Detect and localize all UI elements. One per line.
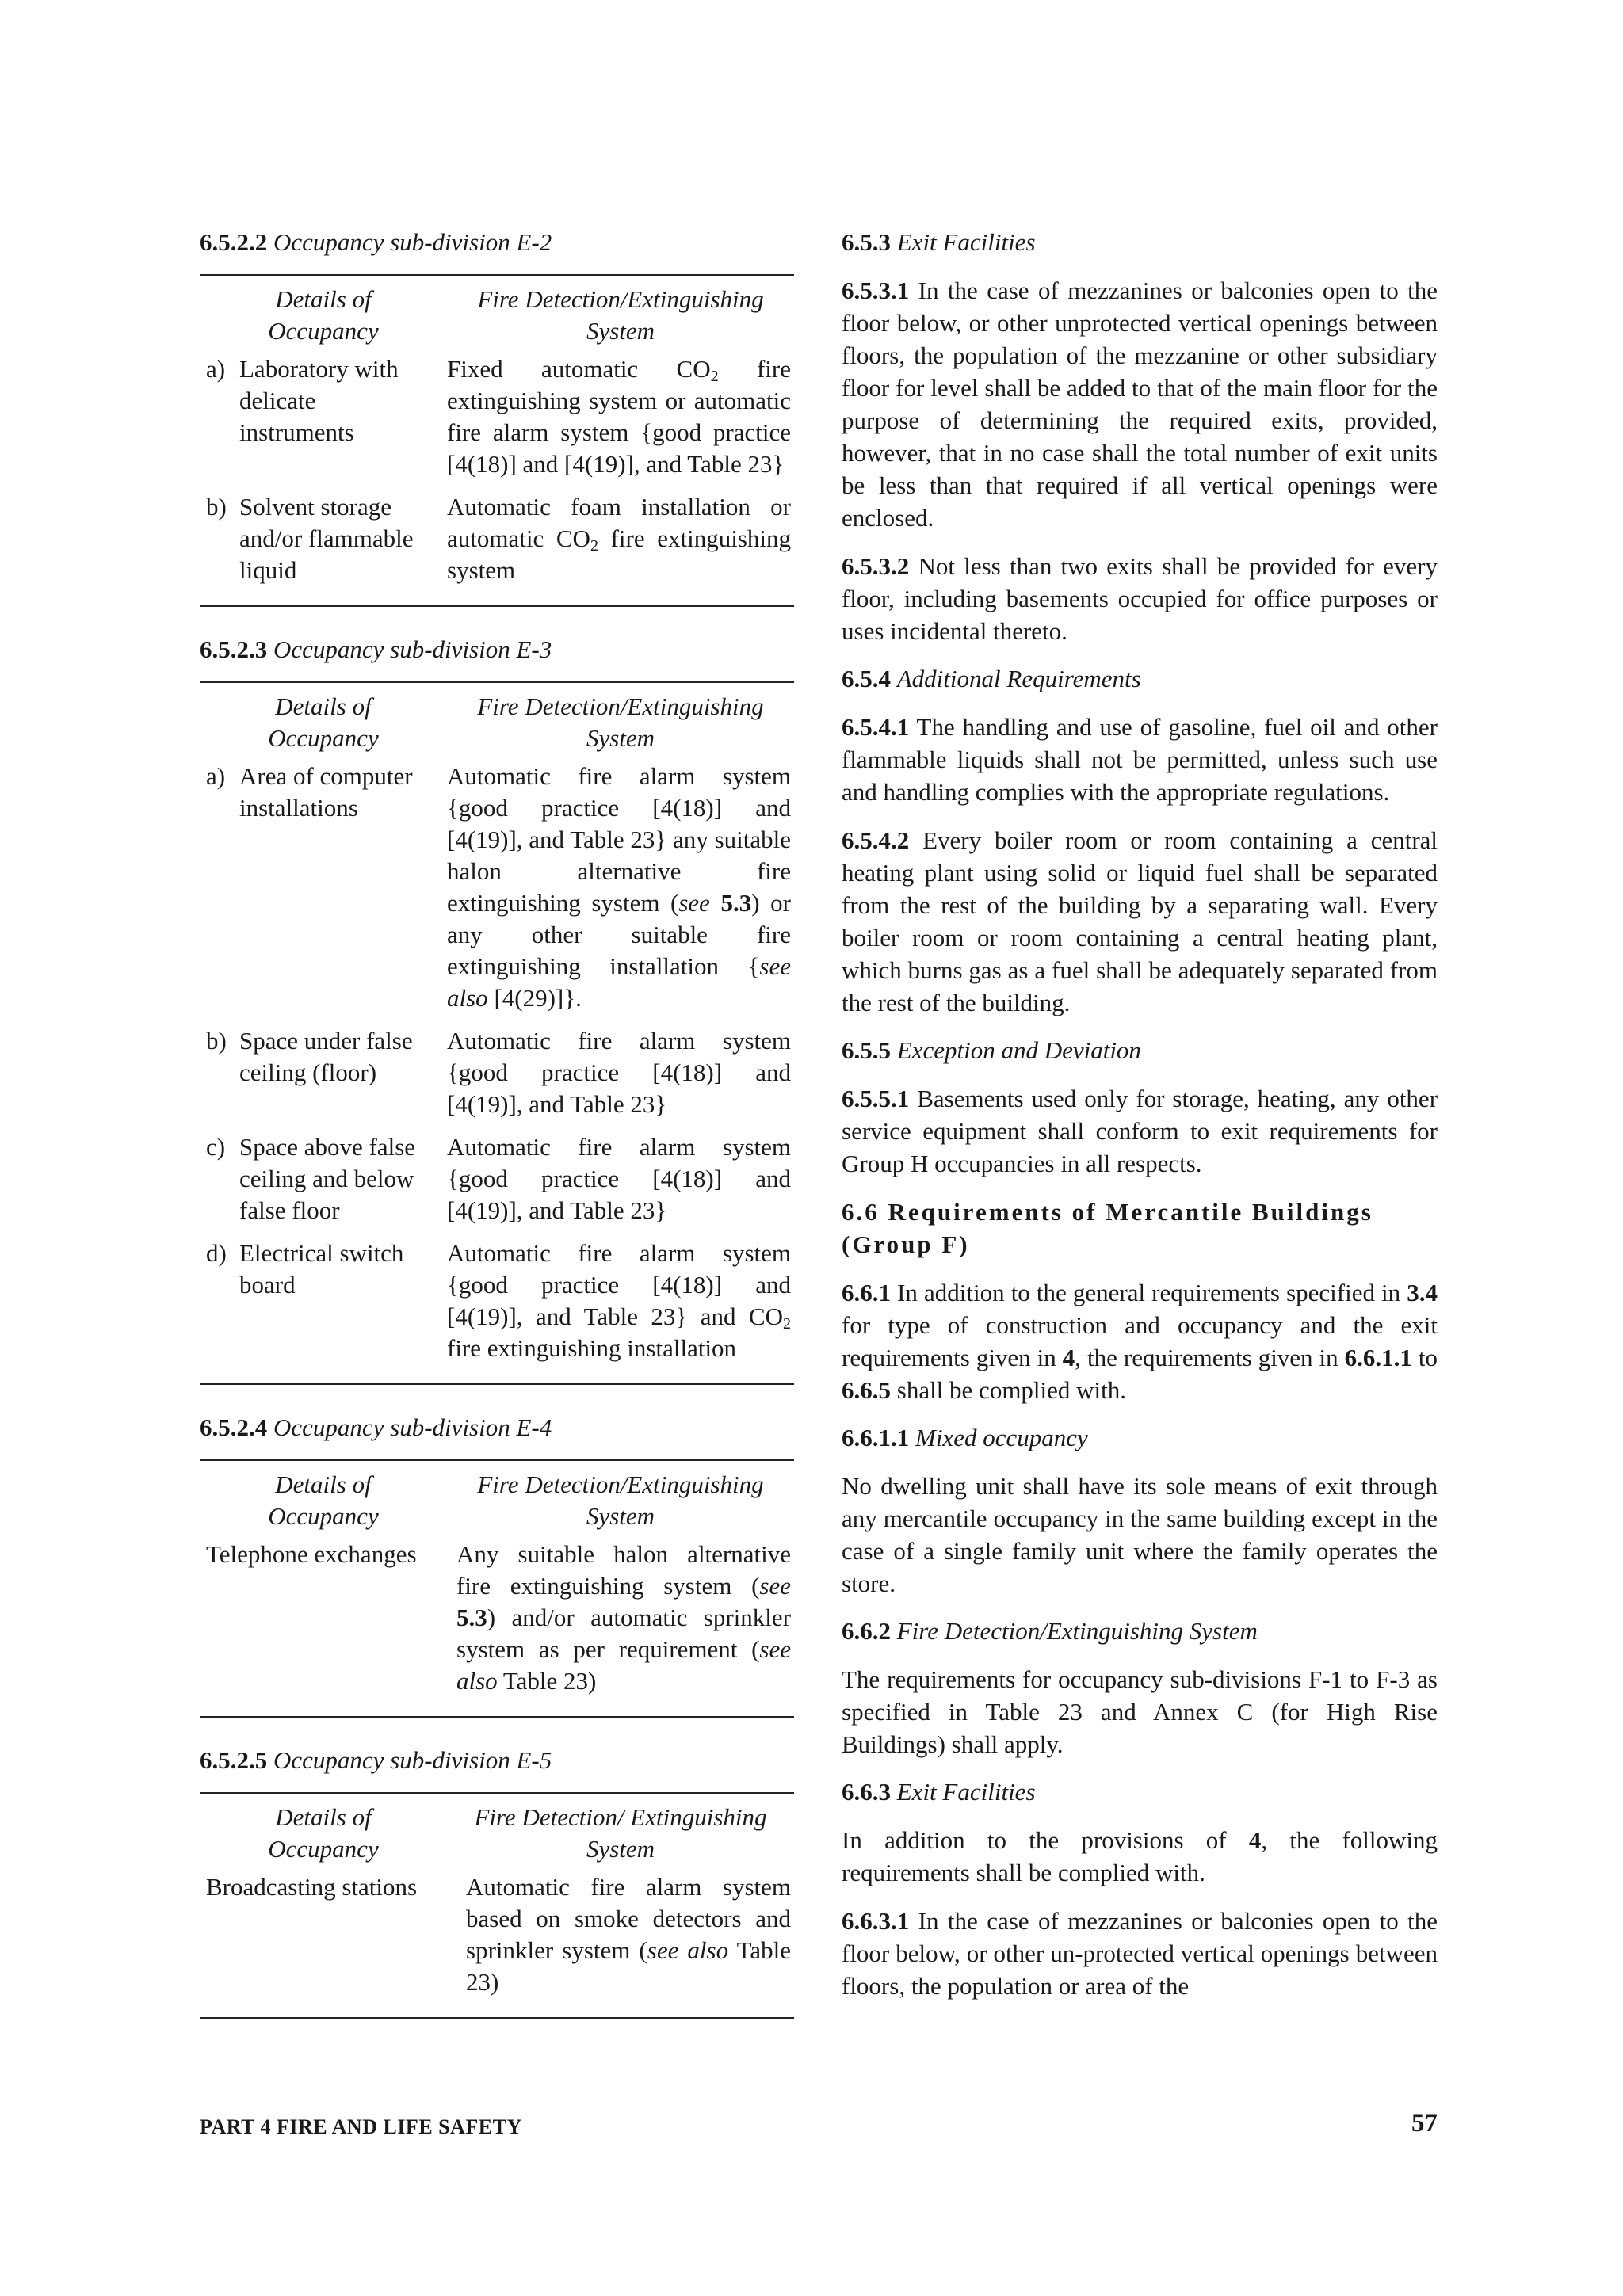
section-heading-6-6-3: 6.6.3 Exit Facilities [842,1778,1036,1806]
paragraph-6-5-5-1: 6.5.5.1 Basements used only for storage, heating, any other service equipment shall conform to exit requirements for Group H occupancies in all respects. [842,1085,1438,1177]
table-header [200,1802,794,1865]
header-occupancy: Details of Occupancy [268,285,379,345]
table-header [200,284,794,347]
section-heading-6-6-2: 6.6.2 Fire Detection/Extinguishing System [842,1617,1258,1645]
table-row: Telephone exchanges Any suitable halon alternative fire extinguishing system (see 5.3) and/or automatic sprinkler system as per requirement (see also Table 23) [206,1540,791,1695]
header-system: Fire Detection/ Extinguishing System [474,1803,767,1863]
table-row: a) Area of computer installations Automatic fire alarm system {good practice [4(18)] and [4(19)], and Table 23} any suitable halon alternative fire extinguishing system (see 5.3) or any other suitable fire extinguishing installation {see also [4(29)]}. [206,762,791,1012]
section-heading-6-6-1-1: 6.6.1.1 Mixed occupancy [842,1424,1088,1451]
section-heading-6-5-4: 6.5.4 Additional Requirements [842,665,1141,692]
table-header [200,691,794,754]
table-row: d) Electrical switch board Automatic fire alarm system {good practice [4(18)] and [4(19)], and Table 23} and $CO_2$ fire extinguishing installation [206,1239,791,1362]
table-row: a) Laboratory with delicate instruments Fixed automatic $CO_2$ fire extinguishing system or automatic fire alarm system {good practice [4(18)] and [4(19)], and Table 23} [206,355,791,478]
paragraph-6-5-4-2: 6.5.4.2 Every boiler room or room containing a central heating plant using solid or liquid fuel shall be separated from the rest of the building by a separating wall. Every boiler room or room containing a central heating plant, which burns gas as a fuel shall be adequately separated from the rest of the building. [842,826,1438,1016]
section-heading-6-5-2-4: 6.5.2.4 Occupancy sub-division E-4 [200,1413,552,1441]
section-heading-6-6: 6.6 Requirements of Mercantile Buildings (Group F) [842,1198,1373,1258]
paragraph-6-5-3-2: 6.5.3.2 Not less than two exits shall be provided for every floor, including basements occupied for office purposes or uses incidental thereto. [842,552,1438,645]
section-heading-6-5-5: 6.5.5 Exception and Deviation [842,1036,1141,1064]
right-column [842,227,1438,2018]
table-row: c) Space above false ceiling and below false floor Automatic fire alarm system {good practice [4(18)] and [4(19)], and Table 23} [206,1133,791,1224]
table-row: Broadcasting stations Automatic fire alarm system based on smoke detectors and sprinkler system (see also Table 23) [206,1873,791,1996]
table-e3 [200,681,794,1385]
header-occupancy: Details of Occupancy [268,1470,379,1530]
header-system: Fire Detection/Extinguishing System [477,1470,764,1530]
table-row: b) Solvent storage and/or flammable liquid Automatic foam installation or automatic $CO_2$ fire extinguishing system [206,493,792,584]
paragraph-6-5-3-1: 6.5.3.1 In the case of mezzanines or balconies open to the floor below, or other unprotected vertical openings between floors, the population of the mezzanine or other subsidiary floor for level shall be added to that of the main floor for the purpose of determining the required exits, provided, however, that in no case shall the total number of exit units be less than that required if all vertical openings were enclosed. [842,277,1438,532]
header-occupancy: Details of Occupancy [268,692,379,752]
paragraph-6-6-2: The requirements for occupancy sub-divisions F-1 to F-3 as specified in Table 23 and Annex C (for High Rise Buildings) shall apply. [842,1665,1438,1758]
page-number: 57 [1411,2109,1438,2138]
section-heading-6-5-2-2: 6.5.2.2 Occupancy sub-division E-2 [200,228,552,256]
paragraph-6-6-3-1: 6.6.3.1 In the case of mezzanines or balconies open to the floor below, or other un-protected vertical openings between floors, the population or area of the [842,1907,1438,2000]
paragraph-6-6-1-1: No dwelling unit shall have its sole means of exit through any mercantile occupancy in the same building except in the case of a single family unit where the family operates the store. [842,1472,1438,1597]
paragraph-6-6-3: In addition to the provisions of 4, the following requirements shall be complied with. [842,1826,1438,1886]
section-heading-6-5-2-3: 6.5.2.3 Occupancy sub-division E-3 [200,635,552,663]
table-row: b) Space under false ceiling (floor) Automatic fire alarm system {good practice [4(18)] and [4(19)], and Table 23} [206,1027,791,1118]
section-heading-6-5-3: 6.5.3 Exit Facilities [842,228,1036,256]
header-system: Fire Detection/Extinguishing System [477,692,764,752]
paragraph-6-6-1: 6.6.1 In addition to the general requirements specified in 3.4 for type of construction and occupancy and the exit requirements given in 4, the requirements given in 6.6.1.1 to 6.6.5 shall be complied with. [842,1279,1438,1404]
table-e2 [200,274,794,607]
left-column [200,227,794,2019]
footer-part-title: PART 4 FIRE AND LIFE SAFETY [200,2115,522,2138]
header-occupancy: Details of Occupancy [268,1803,379,1863]
paragraph-6-5-4-1: 6.5.4.1 The handling and use of gasoline, fuel oil and other flammable liquids shall not be permitted, unless such use and handling complies with the appropriate regulations. [842,713,1438,806]
table-e4 [200,1459,794,1718]
table-e5 [200,1792,794,2019]
header-system: Fire Detection/Extinguishing System [477,285,764,345]
section-heading-6-5-2-5: 6.5.2.5 Occupancy sub-division E-5 [200,1746,552,1774]
table-header [200,1469,794,1532]
